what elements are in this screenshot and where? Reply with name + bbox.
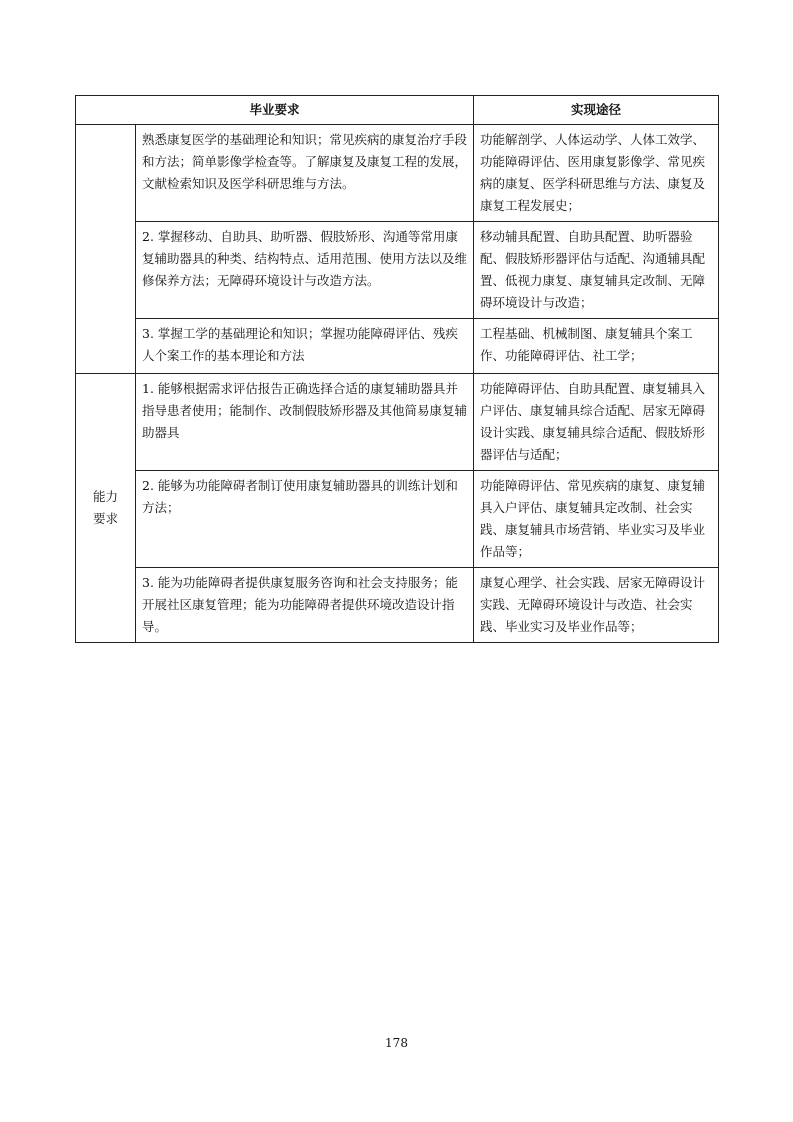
path-cell: 功能解剖学、人体运动学、人体工效学、功能障碍评估、医用康复影像学、常见疾病的康复、医学科研思维与方法、康复及康复工程发展史； [474,125,719,222]
category-label-ability: 能力要求 [92,489,118,526]
requirements-table [75,95,719,643]
requirement-cell: 3. 掌握工学的基础理论和知识；掌握功能障碍评估、残疾人个案工作的基本理论和方法 [136,319,474,374]
requirement-cell: 2. 掌握移动、自助具、助听器、假肢矫形、沟通等常用康复辅助器具的种类、结构特点、适用范围、使用方法以及维修保养方法；无障碍环境设计与改造方法。 [136,222,474,319]
requirement-cell: 3. 能为功能障碍者提供康复服务咨询和社会支持服务；能开展社区康复管理；能为功能障碍者提供环境改造设计指导。 [136,568,474,643]
path-cell: 工程基础、机械制图、康复辅具个案工作、功能障碍评估、社工学； [474,319,719,374]
table-row [76,568,719,643]
table-row [76,374,719,471]
table-row [76,319,719,374]
table-header-row [76,96,719,125]
table-row [76,222,719,319]
category-cell-knowledge [76,125,136,374]
page-number: 178 [385,1036,408,1050]
category-cell-ability [76,374,136,643]
requirement-cell: 2. 能够为功能障碍者制订使用康复辅助器具的训练计划和方法； [136,471,474,568]
path-cell: 移动辅具配置、自助具配置、助听器验配、假肢矫形器评估与适配、沟通辅具配置、低视力康复、康复辅具定改制、无障碍环境设计与改造； [474,222,719,319]
table-row [76,125,719,222]
path-cell: 康复心理学、社会实践、居家无障碍设计实践、无障碍环境设计与改造、社会实践、毕业实习及毕业作品等； [474,568,719,643]
requirement-cell: 1. 能够根据需求评估报告正确选择合适的康复辅助器具并指导患者使用；能制作、改制假肢矫形器及其他简易康复辅助器具 [136,374,474,471]
requirement-cell: 熟悉康复医学的基础理论和知识；常见疾病的康复治疗手段和方法；简单影像学检查等。了解康复及康复工程的发展，文献检索知识及医学科研思维与方法。 [136,125,474,222]
path-cell: 功能障碍评估、常见疾病的康复、康复辅具入户评估、康复辅具定改制、社会实践、康复辅具市场营销、毕业实习及毕业作品等； [474,471,719,568]
header-path: 实现途径 [474,96,719,125]
path-cell: 功能障碍评估、自助具配置、康复辅具入户评估、康复辅具综合适配、居家无障碍设计实践、康复辅具综合适配、假肢矫形器评估与适配； [474,374,719,471]
table-row [76,471,719,568]
header-requirement: 毕业要求 [76,96,474,125]
